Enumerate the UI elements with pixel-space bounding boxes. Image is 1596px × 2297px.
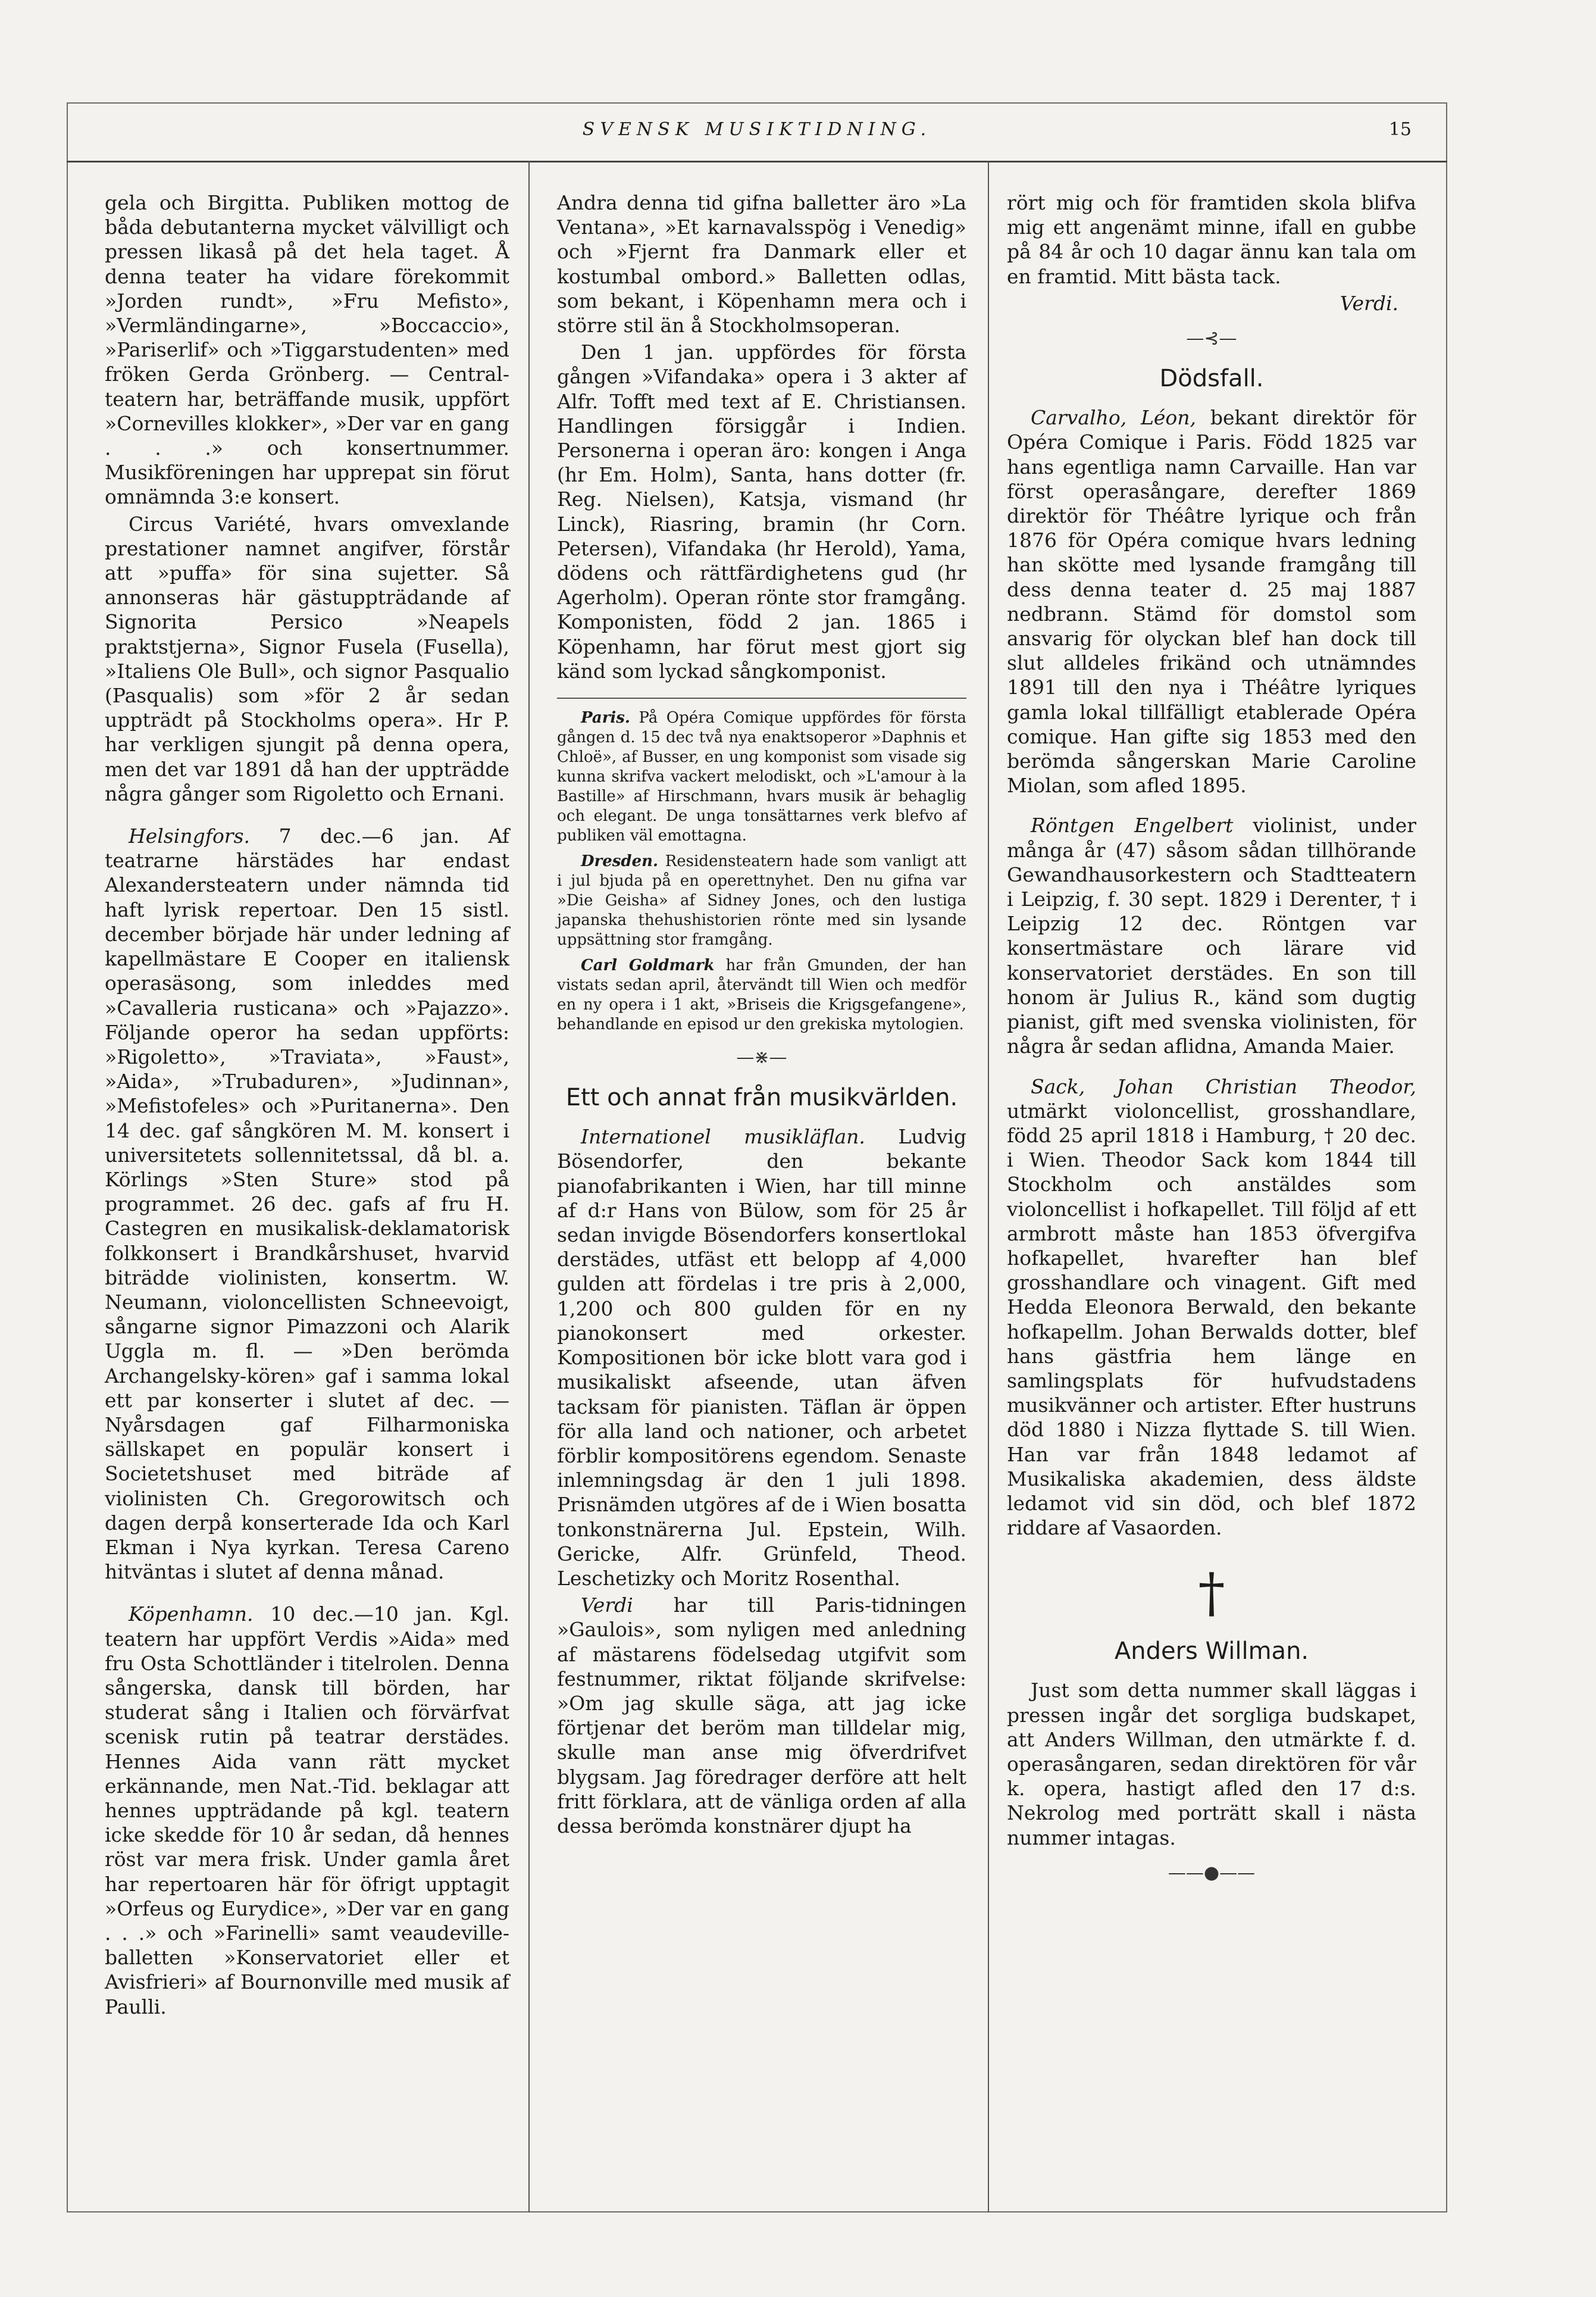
column-1 — [105, 190, 509, 2021]
column-3 — [1007, 190, 1416, 1896]
news-lead: Dresden. — [581, 852, 659, 871]
place-heading: Helsingfors. — [129, 824, 251, 848]
news-text: Residensteatern hade som vanligt att i jul bjuda på en operettnyhet. Den nu gifna var »Die Geisha» af Sidney Jones, och den lustiga japanska thehushistorien rönte med sin lysande uppsättning stor framgång. — [557, 852, 967, 949]
paragraph — [105, 824, 509, 1584]
paragraph: Andra denna tid gifna balletter äro »La Ventana», »Et karnavalsspög i Venedig» och »Fjernt fra Danmark eller et kostumbal ombord.» Balletten odlas, som bekant, i Köpenhamn mera och i större stil än å Stockholmsoperan. — [557, 191, 966, 337]
ornament: —⊰— — [1186, 328, 1237, 349]
news-lead: Carl Goldmark — [581, 957, 715, 975]
paragraph — [557, 1124, 966, 1590]
news-item — [557, 852, 966, 950]
section-title: Ett och annat från musikvärlden. — [565, 1084, 958, 1112]
news-item — [557, 956, 966, 1035]
column-rule-1 — [528, 161, 530, 2212]
running-head: SVENSK MUSIKTIDNING. — [582, 119, 932, 140]
divider — [557, 698, 966, 699]
news-lead: Paris. — [581, 709, 630, 727]
column-rule-2 — [988, 161, 989, 2212]
obituary — [1007, 405, 1416, 798]
obituary-name: Sack, Johan Christian Theodor, — [1031, 1074, 1416, 1098]
paragraph-text: 7 dec.—6 jan. Af teatrarne härstädes har endast Alexandersteatern under nämnda tid haft lyrisk repertoar. Den 15 sistl. december började här under ledning af kapellmästare E Cooper en italiensk operasäsong, som inleddes med »Cavalleria rusticana» och »Pajazzo». Följande operor ha sedan uppförts: »Rigoletto», »Traviata», »Faust», »Aida», »Trubaduren», »Judinnan», »Mefistofeles» och »Puritanerna». Den 14 dec. gaf sångkören M. M. konsert i universitetets sollennitetssal, då bl. a. Körlings »Sten Sture» stod på programmet. 26 dec. gafs af fru H. Castegren en musikalisk-deklamatorisk folkkonsert i Brandkårshuset, hvarvid biträdde violinisten, konsertm. W. Neumann, violoncellisten Schneevoigt, sångarne signor Pimazzoni och Alarik Uggla m. fl. — »Den berömda Archangelsky-kören» gaf i samma lokal ett par konserter i slutet af dec. — Nyårsdagen gaf Filharmoniska sällskapet en populär konsert i Societetshuset med biträde af violinisten Ch. Gregorowitsch och dagen derpå konserterade Ida och Karl Ekman i Nya kyrkan. Teresa Careno hitväntas i slutet af denna månad. — [105, 824, 509, 1584]
paragraph-text: har till Paris-tidningen »Gaulois», som nyligen med anledning af mästarens födelsedag utgifvit som festnummer, riktat följande skrifvelse: »Om jag skulle säga, att jag icke förtjenar det beröm man tilldelar mig, skulle man anse mig öfverdrifvet blygsam. Jag föredrager derföre att helt fritt förklara, att de vänliga orden af alla dessa berömda konstnärer djupt ha — [557, 1593, 966, 1837]
obituary-name: Röntgen Engelbert — [1031, 814, 1234, 837]
section-title: Dödsfall. — [1159, 365, 1264, 393]
paragraph: Just som detta nummer skall läggas i pressen ingår det sorgliga budskapet, att Anders Willman, den utmärkte f. d. operasångaren, sedan direktören för vår k. opera, hastigt afled den 17 d:s. Nekrolog med porträtt skall i nästa nummer intagas. — [1007, 1679, 1416, 1849]
paragraph: gela och Birgitta. Publiken mottog de båda debutanterna mycket välvilligt och pressen likaså på det hela taget. Å denna teater ha vidare förekommit »Jorden rundt», »Fru Mefisto», »Vermländingarne», »Boccaccio», »Pariserlif» och »Tiggarstudenten» med fröken Gerda Grönberg. — Central-teatern har, beträffande musik, uppfört »Cornevilles klokker», »Der var en gang . . .» och konsertnummer. Musikföreningen har upprepat sin förut omnämnda 3:e konsert. — [105, 191, 509, 509]
obituary-name: Carvalho, Léon, — [1031, 406, 1197, 430]
paragraph-lead: Verdi — [581, 1593, 633, 1617]
ornament: —⋇— — [736, 1047, 787, 1068]
news-item — [557, 708, 966, 846]
column-2 — [557, 190, 966, 1840]
obituary-text: bekant direktör för Opéra Comique i Paris. Född 1825 var hans egentliga namn Carvaille. Han var först operasångare, derefter 1869 direktör för Théâtre lyrique och från 1876 för Opéra comique hvars ledning han skötte med lysande framgång till dess denna teater d. 25 maj 1887 nedbrann. Stämd för domstol som ansvarig för olyckan blef han dock till slut alldeles frikänd och utnämndes 1891 till den nya i Théâtre lyriques gamla lokal tillfälligt etablerade Opéra comique. Han gifte sig 1853 med den berömda sångerskan Marie Caroline Miolan, som afled 1895. — [1007, 406, 1416, 798]
header-rule — [67, 161, 1447, 162]
paragraph — [557, 1593, 966, 1838]
section-title: Anders Willman. — [1114, 1637, 1309, 1665]
obituary — [1007, 813, 1416, 1058]
paragraph-text: Ludvig Bösendorfer, den bekante pianofabrikanten i Wien, har till minne af d:r Hans von Bülow, som för 25 år sedan invigde Bösendorfers konsertlokal derstädes, utfäst ett belopp af 4,000 gulden att fördelas i tre pris à 2,000, 1,200 och 800 gulden för en ny pianokonsert med orkester. Kompositionen bör icke blott vara god i musikaliskt afseende, utan äfven tacksam för pianisten. Täflan är öppen för alla land och nationer, och arbetet förblir kompositörens egendom. Senaste inlemningsdag är den 1 juli 1898. Prisnämden utgöres af de i Wien bosatta tonkonstnärerna Jul. Epstein, Wilh. Gericke, Alfr. Grünfeld, Theod. Leschetizky och Moritz Rosenthal. — [557, 1125, 966, 1590]
paragraph: Circus Variété, hvars omvexlande prestationer namnet angifver, förstår att »puffa» för sina sujetter. Så annonseras här gästuppträdande af Signorita Persico »Neapels praktstjerna», Signor Fusela (Fusella), »Italiens Ole Bull», och signor Pasqualio (Pasqualis) som »för 2 år sedan uppträdt på Stockholms opera». Hr P. har verkligen sjungit på denna opera, men det var 1891 då han der uppträdde några gånger som Rigoletto och Ernani. — [105, 512, 509, 805]
ornament: ——●—— — [1168, 1862, 1256, 1883]
place-heading: Köpenhamn. — [129, 1602, 254, 1626]
paragraph-text: 10 dec.—10 jan. Kgl. teatern har uppfört Verdis »Aida» med fru Osta Schottländer i titelrolen. Denna sångerska, dansk till börden, har studerat sång i Italien och förvärfvat scenisk rutin på teatrar derstädes. Hennes Aida vann rätt mycket erkännande, men Nat.-Tid. beklagar att hennes uppträdande på kgl. teatern icke skedde för 10 år sedan, då hennes röst var mera frisk. Under gamla året har repertoaren här för öfrigt upptagit »Orfeus og Eurydice», »Der var en gang . . .» och »Farinelli» samt veaudeville-balletten »Konservatoriet eller et Avisfrieri» af Bournonville med musik af Paulli. — [105, 1602, 509, 2018]
obituary-text: utmärkt violoncellist, grosshandlare, född 25 april 1818 i Hamburg, † 20 dec. i Wien. Theodor Sack kom 1844 till Stockholm och anstäldes som violoncellist i hofkapellet. Till följd af ett armbrott måste han 1853 öfvergifva hofkapellet, hvarefter han blef grosshandlare och vinagent. Gift med Hedda Eleonora Berwald, den bekante hofkapellm. Johan Berwalds dotter, blef hans gästfria hem länge en samlingsplats för hufvudstadens musikvänner och artister. Efter hustruns död 1880 i Nizza flyttade S. till Wien. Han var från 1848 ledamot af Musikaliska akademien, dess äldste ledamot vid sin död, och blef 1872 riddare af Vasaorden. — [1007, 1099, 1416, 1540]
news-text: På Opéra Comique uppfördes för första gången d. 15 dec två nya enaktsoperor »Daphnis et Chloë», af Busser, en ung komponist som visade sig kunna skrifva vackert melodiskt, och »L'amour à la Bastille» af Hirschmann, hvars musik är behaglig och elegant. De unga tonsättarnes verk blefvo af publiken väl emottagna. — [557, 709, 967, 845]
obituary-text: violinist, under många år (47) såsom sådan tillhörande Gewandhausorkestern och Stadtteatern i Leipzig, f. 30 sept. 1829 i Derenter, † i Leipzig 12 dec. Röntgen var konsertmästare och lärare vid konservatoriet derstädes. En son till honom är Julius R., känd som dugtig pianist, gift med svenska violinisten, för några år sedan aflidna, Amanda Maier. — [1007, 814, 1417, 1058]
cross-icon: † — [1198, 1562, 1225, 1625]
paragraph: Den 1 jan. uppfördes för första gången »Vifandaka» opera i 3 akter af Alfr. Tofft med text af E. Christiansen. Handlingen försiggår i Indien. Personerna i operan äro: kongen i Anga (hr Em. Holm), Santa, hans dotter (fr. Reg. Nielsen), Katsja, vismand (hr Linck), Riasring, bramin (hr Corn. Petersen), Vifandaka (hr Herold), Yama, dödens och rättfärdighetens gud (hr Agerholm). Operan rönte stor framgång. Komponisten, född 2 jan. 1865 i Köpenhamn, har förut mest gjort sig känd som lyckad sångkomponist. — [557, 340, 966, 683]
page-number: 15 — [1388, 119, 1412, 140]
signature: Verdi. — [1340, 291, 1398, 315]
obituary — [1007, 1074, 1416, 1540]
paragraph — [105, 1602, 509, 2018]
news-text: har från Gmunden, der han vistats sedan april, återvändt till Wien och medför en ny opera i 1 akt, »Briseis die Krigsgefangene», behandlande en episod ur den grekiska mytologien. — [557, 957, 967, 1034]
paragraph: rört mig och för framtiden skola blifva mig ett angenämt minne, ifall en gubbe på 84 år och 10 dagar ännu kan tala om en framtid. Mitt bästa tack. — [1007, 191, 1416, 288]
paragraph-lead: Internationel musikläflan. — [581, 1125, 865, 1149]
